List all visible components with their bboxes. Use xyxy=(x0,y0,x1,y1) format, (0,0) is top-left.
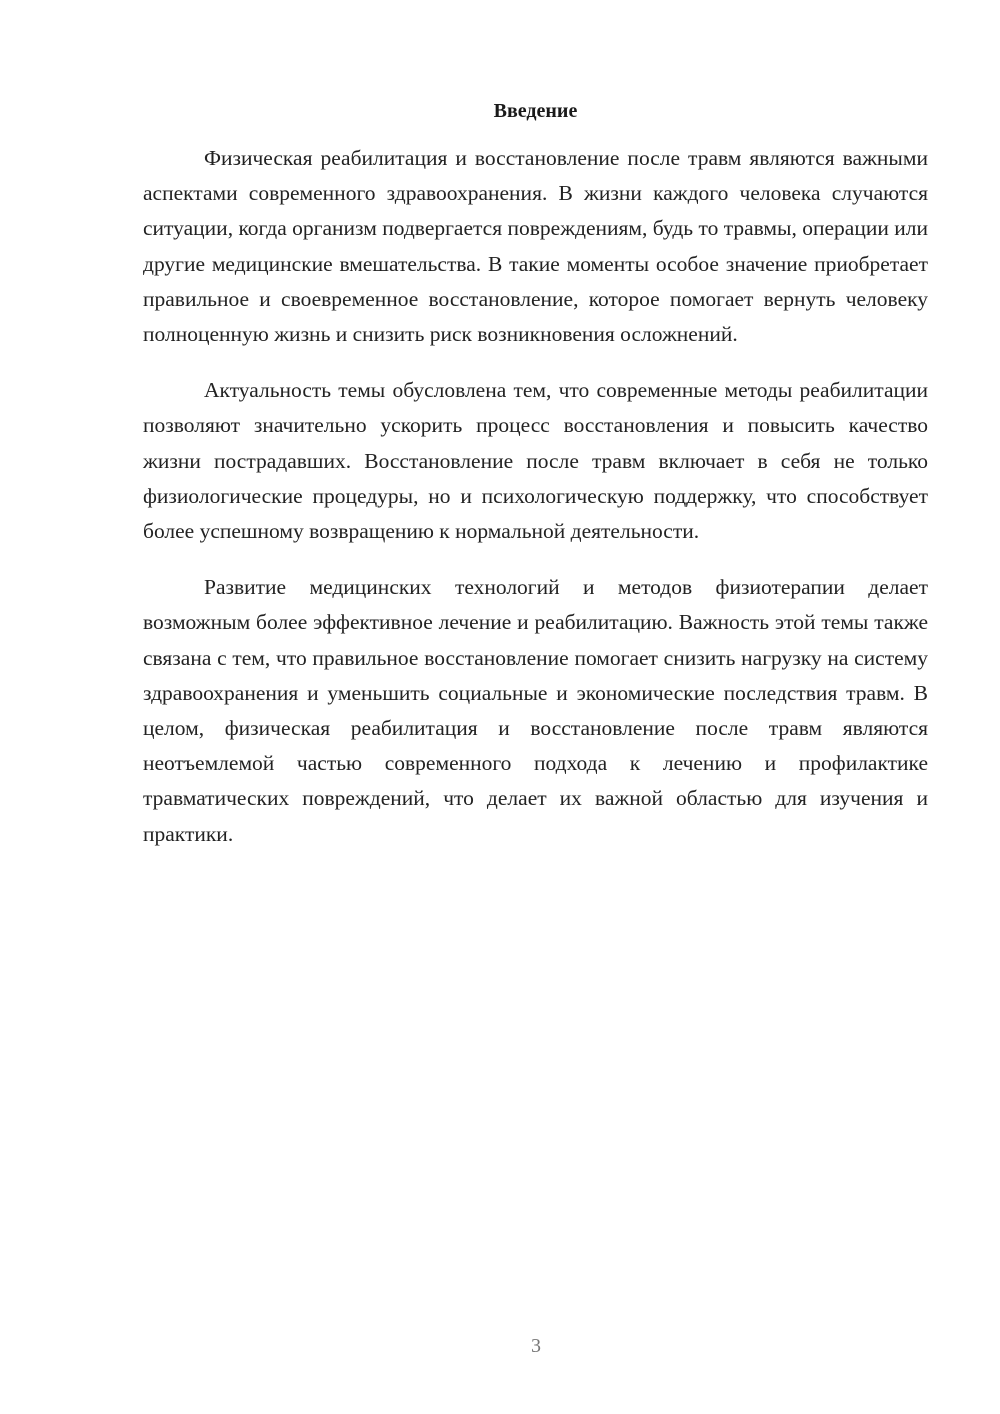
paragraph-2: Актуальность темы обусловлена тем, что современные методы реабилитации позволяют значительно ускорить процесс восстановления и повысить качество жизни пострадавших. Восстановление после травм включает в себя не только физиологические процедуры, но и психологическую поддержку, что способствует более успешному возвращению к нормальной деятельности. xyxy=(143,378,928,544)
paragraph-1: Физическая реабилитация и восстановление после травм являются важными аспектами современного здравоохранения. В жизни каждого человека случаются ситуации, когда организм подвергается повреждениям, будь то травмы, операции или другие медицинские вмешательства. В такие моменты особое значение приобретает правильное и своевременное восстановление, которое помогает вернуть человеку полноценную жизнь и снизить риск возникновения осложнений. xyxy=(143,146,928,347)
paragraph-3: Развитие медицинских технологий и методов физиотерапии делает возможным более эффективное лечение и реабилитацию. Важность этой темы также связана с тем, что правильное восстановление помогает снизить нагрузку на систему здравоохранения и уменьшить социальные и экономические последствия травм. В целом, физическая реабилитация и восстановление после травм являются неотъемлемой частью современного подхода к лечению и профилактике травматических повреждений, что делает их важной областью для изучения и практики. xyxy=(143,575,928,846)
page-body xyxy=(143,96,928,873)
page-number: 3 xyxy=(531,1335,541,1357)
section-title: Введение xyxy=(493,100,578,122)
